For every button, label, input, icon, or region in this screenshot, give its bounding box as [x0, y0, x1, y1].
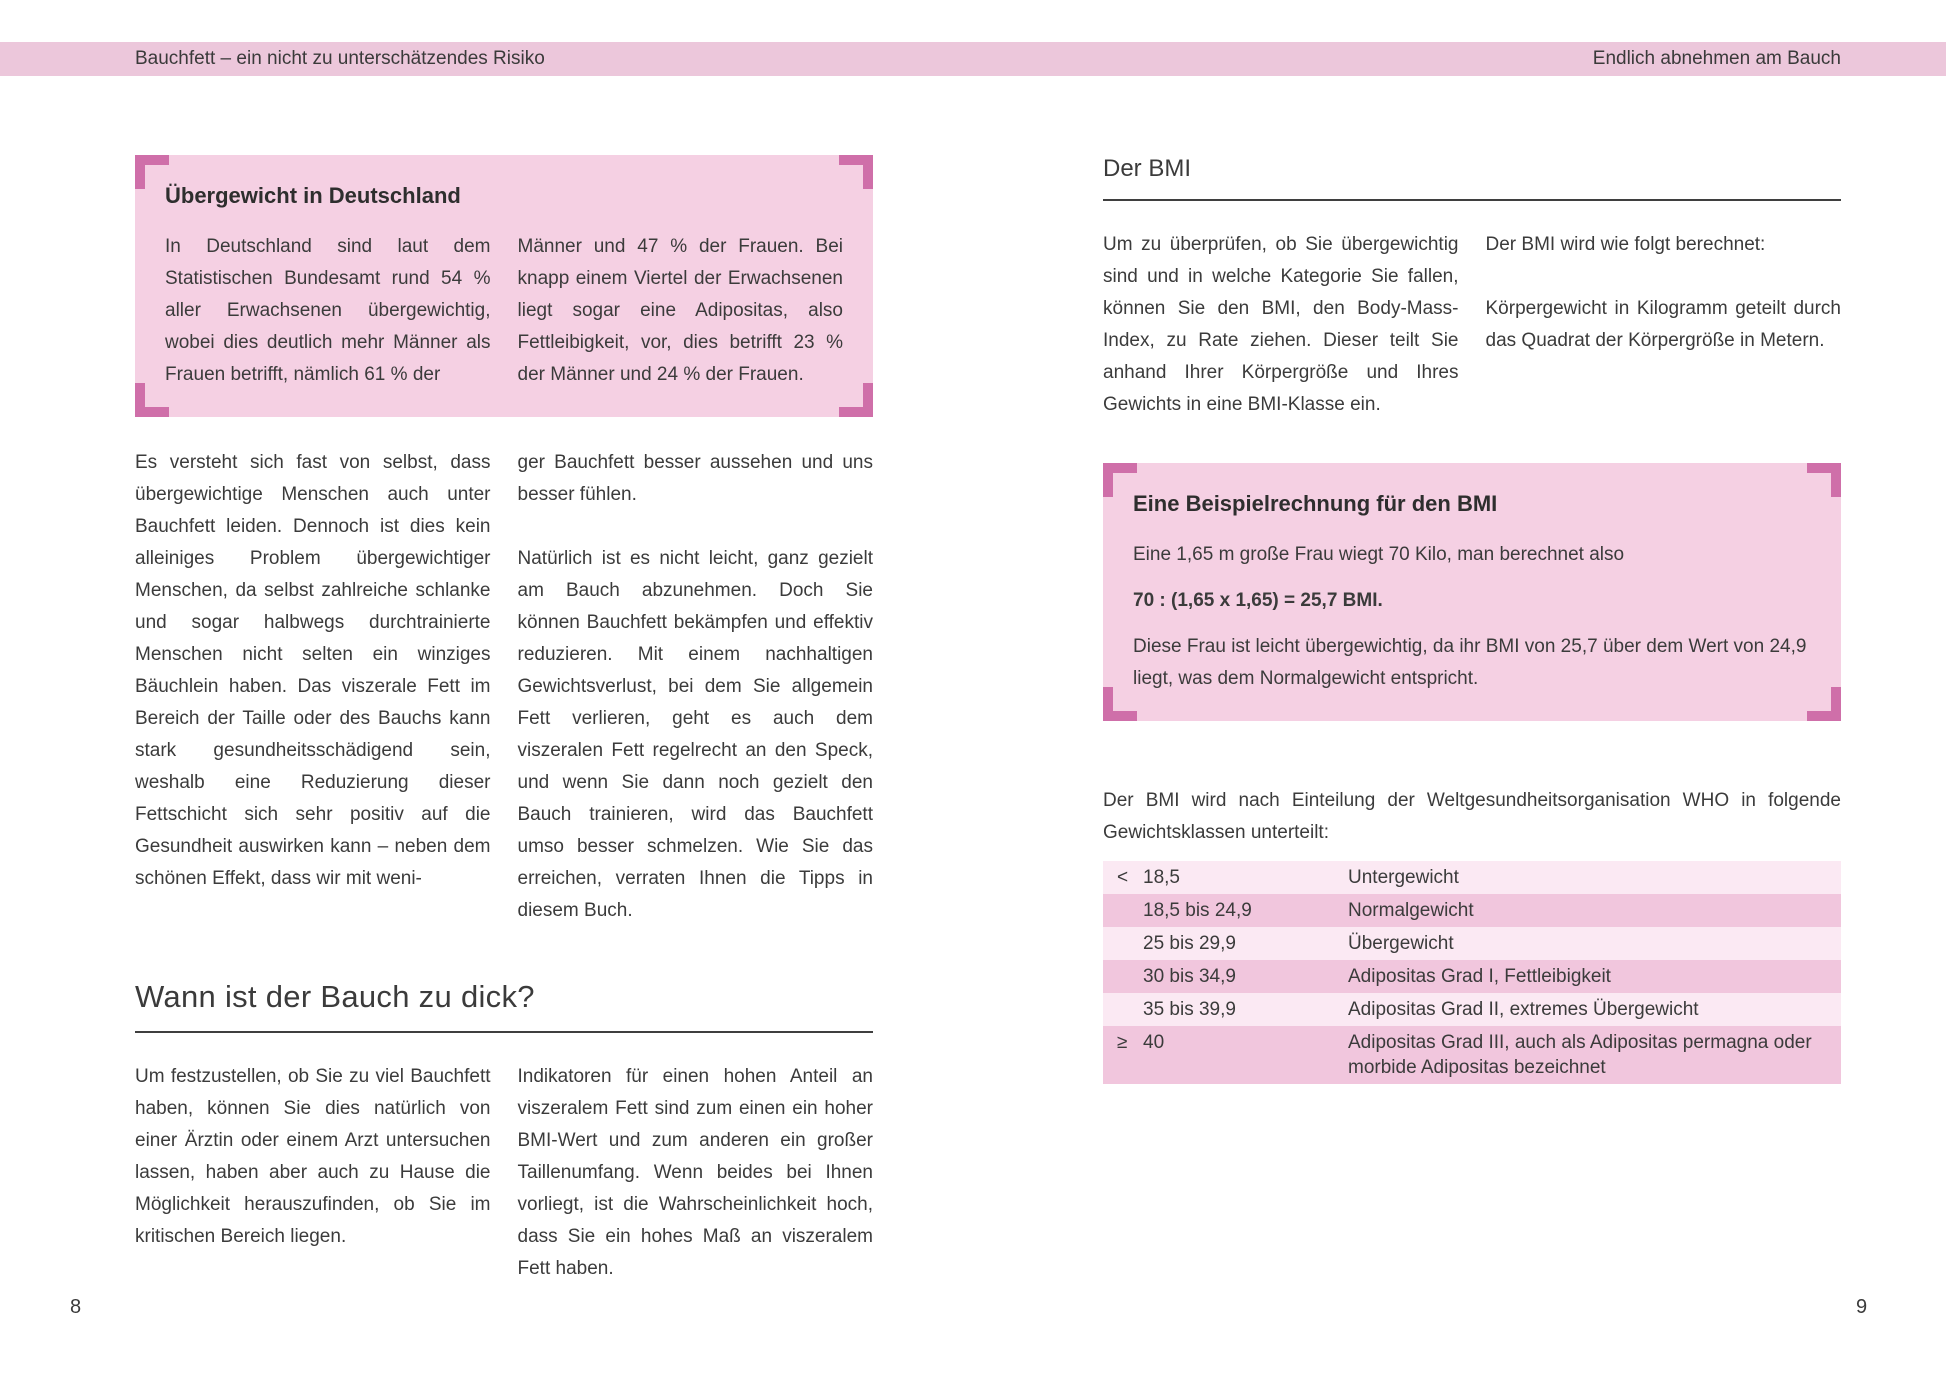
page-number-right: 9 — [1856, 1296, 1868, 1318]
bmi-class-label: Normalgewicht — [1348, 900, 1474, 921]
bmi-table — [1103, 861, 1841, 1084]
corner-bracket-icon — [1807, 463, 1841, 497]
example-box-title: Eine Beispielrechnung für den BMI — [1133, 491, 1498, 516]
bmi-range-cell — [1103, 1030, 1348, 1055]
bmi-range-value: 25 bis 29,9 — [1143, 933, 1236, 954]
table-row — [1103, 927, 1841, 960]
comparison-symbol: ≥ — [1117, 1032, 1128, 1053]
table-row — [1103, 993, 1841, 1026]
page-right — [1103, 155, 1841, 1084]
running-header-left: Bauchfett – ein nicht zu unterschätzendes Risiko — [135, 48, 545, 69]
overweight-info-box — [135, 155, 873, 417]
body-paragraph: Körpergewicht in Kilogramm geteilt durch das Quadrat der Körpergröße in Metern. — [1485, 298, 1841, 351]
bmi-columns — [1103, 229, 1841, 421]
example-paragraph: Diese Frau ist leicht übergewichtig, da ihr BMI von 25,7 über dem Wert von 24,9 liegt, was dem Normalgewicht entspricht. — [1133, 636, 1807, 689]
bmi-range-value: 40 — [1143, 1032, 1165, 1053]
section-columns — [135, 1061, 873, 1285]
corner-bracket-icon — [135, 155, 169, 189]
bmi-range-cell — [1103, 898, 1348, 923]
bmi-column-2 — [1486, 229, 1842, 421]
bmi-range-value: 18,5 bis 24,9 — [1143, 900, 1252, 921]
section-title-der-bmi: Der BMI — [1103, 155, 1192, 182]
bmi-range-value: 30 bis 34,9 — [1143, 966, 1236, 987]
bmi-table-intro: Der BMI wird nach Einteilung der Weltgesundheitsorganisation WHO in folgende Gewichtsklassen unterteilt: — [1103, 790, 1841, 843]
table-row — [1103, 861, 1841, 894]
body-paragraph: ger Bauchfett besser aussehen und uns besser fühlen. — [517, 452, 873, 505]
table-row — [1103, 1026, 1841, 1084]
table-row — [1103, 894, 1841, 927]
body-paragraph: Um zu überprüfen, ob Sie übergewichtig sind und in welche Kategorie Sie fallen, können Sie den BMI, den Body-Mass-Index, zu Rate ziehen. Dieser teilt Sie anhand Ihrer Körpergröße und Ihres Gewichts in eine BMI-Klasse ein. — [1103, 234, 1459, 415]
bmi-column-1 — [1103, 229, 1459, 421]
bmi-class-label: Adipositas Grad I, Fettleibigkeit — [1348, 966, 1611, 987]
info-box-col1: In Deutschland sind laut dem Statistischen Bundesamt rund 54 % aller Erwachsenen übergewichtig, wobei dies deutlich mehr Männer als Frauen betrifft, nämlich 61 % der — [165, 236, 491, 385]
corner-bracket-icon — [135, 383, 169, 417]
section-column-2 — [518, 1061, 874, 1285]
info-box-col2: Männer und 47 % der Frauen. Bei knapp einem Viertel der Erwachsenen liegt sogar eine Adipositas, also Fettleibigkeit, vor, dies betrifft 23 % der Männer und 24 % der Frauen. — [517, 236, 843, 385]
section-title-bauch-zu-dick: Wann ist der Bauch zu dick? — [135, 979, 535, 1014]
bmi-range-value: 35 bis 39,9 — [1143, 999, 1236, 1020]
section-column-1 — [135, 1061, 491, 1285]
body-column-1 — [135, 447, 491, 927]
body-column-2 — [518, 447, 874, 927]
info-box-columns — [165, 231, 843, 391]
bmi-class-label: Adipositas Grad II, extremes Übergewicht — [1348, 999, 1699, 1020]
bmi-class-label: Adipositas Grad III, auch als Adipositas permagna oder morbide Adipositas bezeichnet — [1348, 1032, 1812, 1078]
bmi-range-cell — [1103, 865, 1348, 890]
corner-bracket-icon — [1807, 687, 1841, 721]
section-rule — [1103, 199, 1841, 201]
body-columns — [135, 447, 873, 927]
bmi-range-cell — [1103, 931, 1348, 956]
bmi-class-label: Übergewicht — [1348, 933, 1454, 954]
section-rule — [135, 1031, 873, 1033]
page-left — [135, 155, 873, 1285]
body-paragraph: Der BMI wird wie folgt berechnet: — [1485, 234, 1766, 255]
corner-bracket-icon — [839, 383, 873, 417]
body-paragraph: Natürlich ist es nicht leicht, ganz gezielt am Bauch abzunehmen. Doch Sie können Bauchfett bekämpfen und effektiv reduzieren. Mit einem nachhaltigen Gewichtsverlust, bei dem Sie allgemein Fett verlieren, geht es auch dem viszeralen Fett regelrecht an den Speck, und wenn Sie dann noch gezielt den Bauch trainieren, wird das Bauchfett umso besser schmelzen. Wie Sie das erreichen, verraten Ihnen die Tipps in diesem Buch. — [517, 548, 873, 921]
page-number-left: 8 — [70, 1296, 82, 1318]
corner-bracket-icon — [839, 155, 873, 189]
body-paragraph: Um festzustellen, ob Sie zu viel Bauchfett haben, können Sie dies natürlich von einer Ärztin oder einem Arzt untersuchen lassen, haben aber auch zu Hause die Möglichkeit herauszufinden, ob Sie im kritischen Bereich liegen. — [135, 1066, 491, 1247]
info-box-title: Übergewicht in Deutschland — [165, 183, 461, 208]
body-paragraph: Indikatoren für einen hohen Anteil an viszeralem Fett sind zum einen ein hoher BMI-Wert und zum anderen ein großer Taillenumfang. Wenn beides bei Ihnen vorliegt, ist die Wahrscheinlichkeit hoch, dass Sie ein hohes Maß an viszeralem Fett haben. — [517, 1066, 873, 1279]
running-header — [0, 42, 1946, 76]
bmi-example-box — [1103, 463, 1841, 721]
comparison-symbol: < — [1117, 867, 1129, 888]
example-paragraph: Eine 1,65 m große Frau wiegt 70 Kilo, man berechnet also — [1133, 544, 1625, 565]
corner-bracket-icon — [1103, 687, 1137, 721]
bmi-range-cell — [1103, 997, 1348, 1022]
table-row — [1103, 960, 1841, 993]
running-header-right: Endlich abnehmen am Bauch — [1592, 48, 1841, 69]
body-paragraph: Es versteht sich fast von selbst, dass übergewichtige Menschen auch unter Bauchfett leiden. Dennoch ist dies kein alleiniges Problem übergewichtiger Menschen, da selbst zahlreiche schlanke und sogar halbwegs durchtrainierte Menschen nicht selten ein winziges Bäuchlein haben. Das viszerale Fett im Bereich der Taille oder des Bauchs kann stark gesundheitsschädigend sein, weshalb eine Reduzierung dieser Fettschicht sich sehr positiv auf die Gesundheit auswirken kann – neben dem schönen Effekt, dass wir mit weni- — [135, 452, 491, 889]
bmi-range-cell — [1103, 964, 1348, 989]
corner-bracket-icon — [1103, 463, 1137, 497]
bmi-range-value: 18,5 — [1143, 867, 1180, 888]
bmi-formula: 70 : (1,65 x 1,65) = 25,7 BMI. — [1133, 590, 1383, 611]
bmi-class-label: Untergewicht — [1348, 867, 1459, 888]
